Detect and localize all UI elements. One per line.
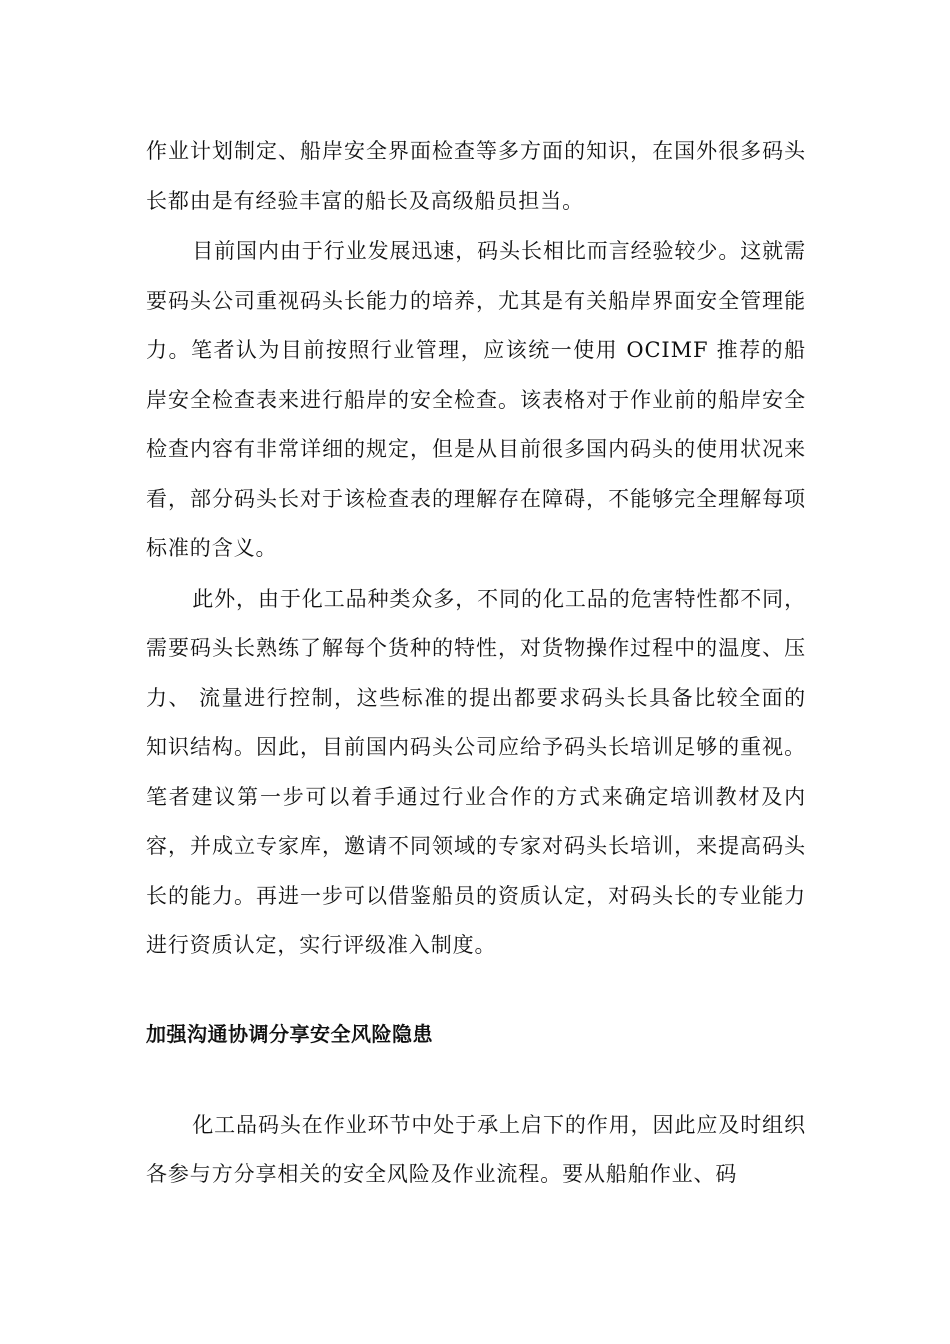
document-page [146,127,806,1200]
body-paragraph-2: 目前国内由于行业发展迅速，码头长相比而言经验较少。这就需要码头公司重视码头长能力的培养，尤其是有关船岸界面安全管理能力。笔者认为目前按照行业管理，应该统一使用 OCIMF 推荐的船岸安全检查表来进行船岸的安全检查。该表格对于作业前的船岸安全检查内容有非常详细的规定，但是从目前很多国内码头的使用状况来看，部分码头长对于该检查表的理解存在障碍，不能够完全理解每项标准的含义。 [146,239,806,560]
section-paragraph-1: 化工品码头在作业环节中处于承上启下的作用，因此应及时组织各参与方分享相关的安全风险及作业流程。要从船舶作业、码 [146,1112,806,1186]
body-paragraph-3: 此外，由于化工品种类众多，不同的化工品的危害特性都不同，需要码头长熟练了解每个货种的特性，对货物操作过程中的温度、压力、 流量进行控制，这些标准的提出都要求码头长具备比较全面的知识结构。因此，目前国内码头公司应给予码头长培训足够的重视。笔者建议第一步可以着手通过行业合作的方式来确定培训教材及内容，并成立专家库，邀请不同领域的专家对码头长培训，来提高码头长的能力。再进一步可以借鉴船员的资质认定，对码头长的专业能力进行资质认定，实行评级准入制度。 [146,586,806,957]
section-heading: 加强沟通协调分享安全风险隐患 [146,1021,433,1046]
body-paragraph-1: 作业计划制定、船岸安全界面检查等多方面的知识，在国外很多码头长都由是有经验丰富的船长及高级船员担当。 [146,139,806,213]
